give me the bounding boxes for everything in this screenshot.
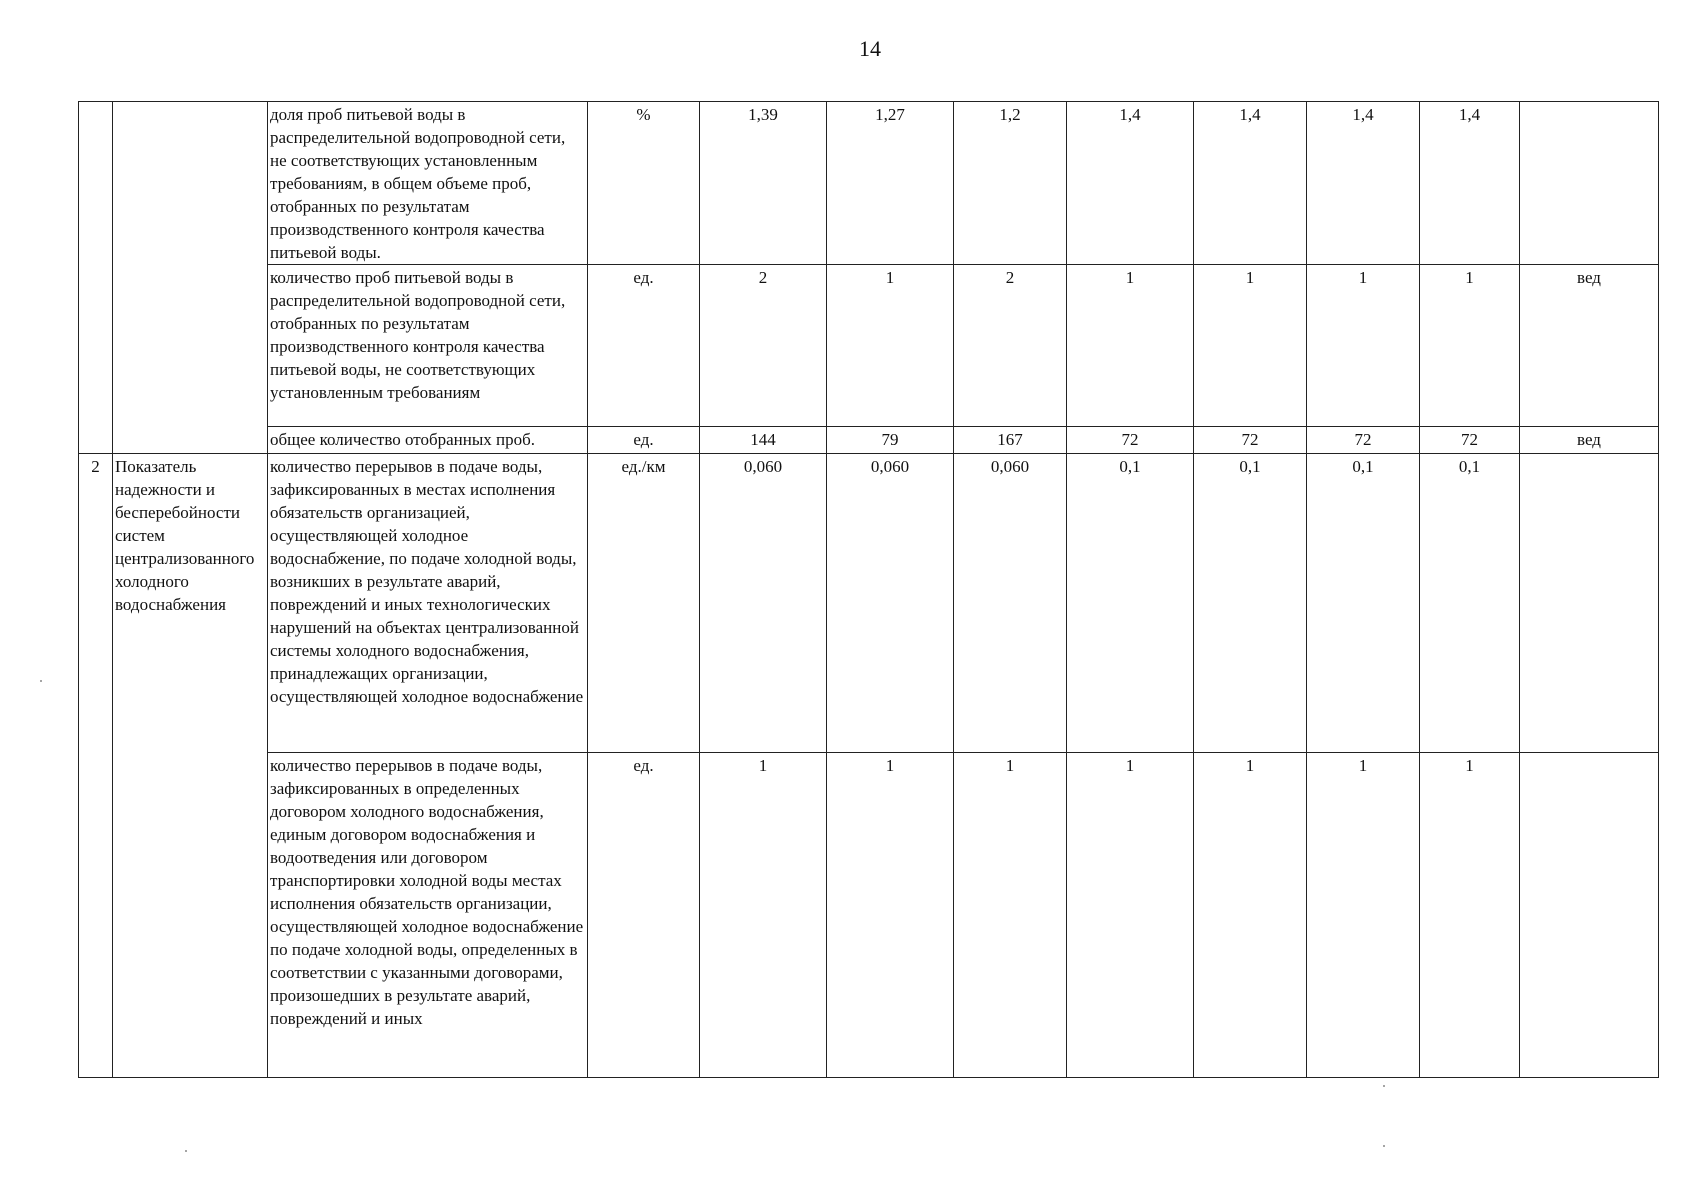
- note-cell: вед: [1520, 265, 1659, 427]
- value-cell: 0,060: [827, 454, 954, 753]
- value-cell: 1: [1420, 753, 1520, 1078]
- unit-cell: ед.: [588, 265, 700, 427]
- note-cell: [1520, 753, 1659, 1078]
- note-cell: [1520, 454, 1659, 753]
- indicator-description: количество проб питьевой воды в распределительной водопроводной сети, отобранных по результатам производственного контроля качества питьевой воды, не соответствующих установленным требованиям: [268, 265, 588, 427]
- value-cell: 72: [1067, 427, 1194, 454]
- indicator-description: количество перерывов в подаче воды, зафиксированных в местах исполнения обязательств организацией, осуществляющей холодное водоснабжение, по подаче холодной воды, возникших в результате аварий, повреждений и иных технологических нарушений на объектах централизованной системы холодного водоснабжения, принадлежащих организации, осуществляющей холодное водоснабжение: [268, 454, 588, 753]
- value-cell: 1: [1067, 265, 1194, 427]
- table-row: [79, 753, 1659, 1078]
- unit-cell: ед./км: [588, 454, 700, 753]
- note-cell: вед: [1520, 427, 1659, 454]
- value-cell: 1: [827, 265, 954, 427]
- value-cell: 1,4: [1307, 102, 1420, 265]
- value-cell: 1: [1307, 265, 1420, 427]
- table-row: [79, 265, 1659, 427]
- indicator-name-cell: Показатель надежности и бесперебойности систем централизованного холодного водоснабжения: [113, 454, 268, 1078]
- indicator-description: общее количество отобранных проб.: [268, 427, 588, 454]
- table-row: [79, 454, 1659, 753]
- page-number: 14: [859, 36, 881, 61]
- value-cell: 0,060: [700, 454, 827, 753]
- note-cell: [1520, 102, 1659, 265]
- value-cell: 0,1: [1307, 454, 1420, 753]
- value-cell: 1: [954, 753, 1067, 1078]
- value-cell: 72: [1420, 427, 1520, 454]
- value-cell: 1: [1307, 753, 1420, 1078]
- scan-speck: [185, 1150, 187, 1152]
- value-cell: 1: [827, 753, 954, 1078]
- value-cell: 1,4: [1420, 102, 1520, 265]
- value-cell: 79: [827, 427, 954, 454]
- value-cell: 1: [1067, 753, 1194, 1078]
- value-cell: 1,2: [954, 102, 1067, 265]
- row-number-cell: [79, 102, 113, 454]
- value-cell: 1,39: [700, 102, 827, 265]
- indicator-description: количество перерывов в подаче воды, зафиксированных в определенных договором холодного водоснабжения, единым договором водоснабжения и водоотведения или договором транспортировки холодной воды местах исполнения обязательств организации, осуществляющей холодное водоснабжение по подаче холодной воды, определенных в соответствии с указанными договорами, произошедших в результате аварий, повреждений и иных: [268, 753, 588, 1078]
- unit-cell: %: [588, 102, 700, 265]
- table-row: [79, 427, 1659, 454]
- indicators-table: [78, 101, 1659, 1078]
- value-cell: 167: [954, 427, 1067, 454]
- value-cell: 1,4: [1067, 102, 1194, 265]
- value-cell: 0,1: [1067, 454, 1194, 753]
- value-cell: 1,4: [1194, 102, 1307, 265]
- unit-cell: ед.: [588, 427, 700, 454]
- indicator-name-cell: [113, 102, 268, 454]
- value-cell: 1: [700, 753, 827, 1078]
- scan-speck: [1383, 1085, 1385, 1087]
- value-cell: 72: [1194, 427, 1307, 454]
- value-cell: 0,1: [1420, 454, 1520, 753]
- value-cell: 2: [954, 265, 1067, 427]
- value-cell: 2: [700, 265, 827, 427]
- value-cell: 144: [700, 427, 827, 454]
- scan-speck: [1383, 1145, 1385, 1147]
- value-cell: 0,1: [1194, 454, 1307, 753]
- indicator-description: доля проб питьевой воды в распределительной водопроводной сети, не соответствующих установленным требованиям, в общем объеме проб, отобранных по результатам производственного контроля качества питьевой воды.: [268, 102, 588, 265]
- value-cell: 72: [1307, 427, 1420, 454]
- table-row: [79, 102, 1659, 265]
- value-cell: 0,060: [954, 454, 1067, 753]
- scan-speck: [40, 680, 42, 682]
- value-cell: 1: [1194, 265, 1307, 427]
- value-cell: 1,27: [827, 102, 954, 265]
- row-number-cell: 2: [79, 454, 113, 1078]
- unit-cell: ед.: [588, 753, 700, 1078]
- value-cell: 1: [1420, 265, 1520, 427]
- value-cell: 1: [1194, 753, 1307, 1078]
